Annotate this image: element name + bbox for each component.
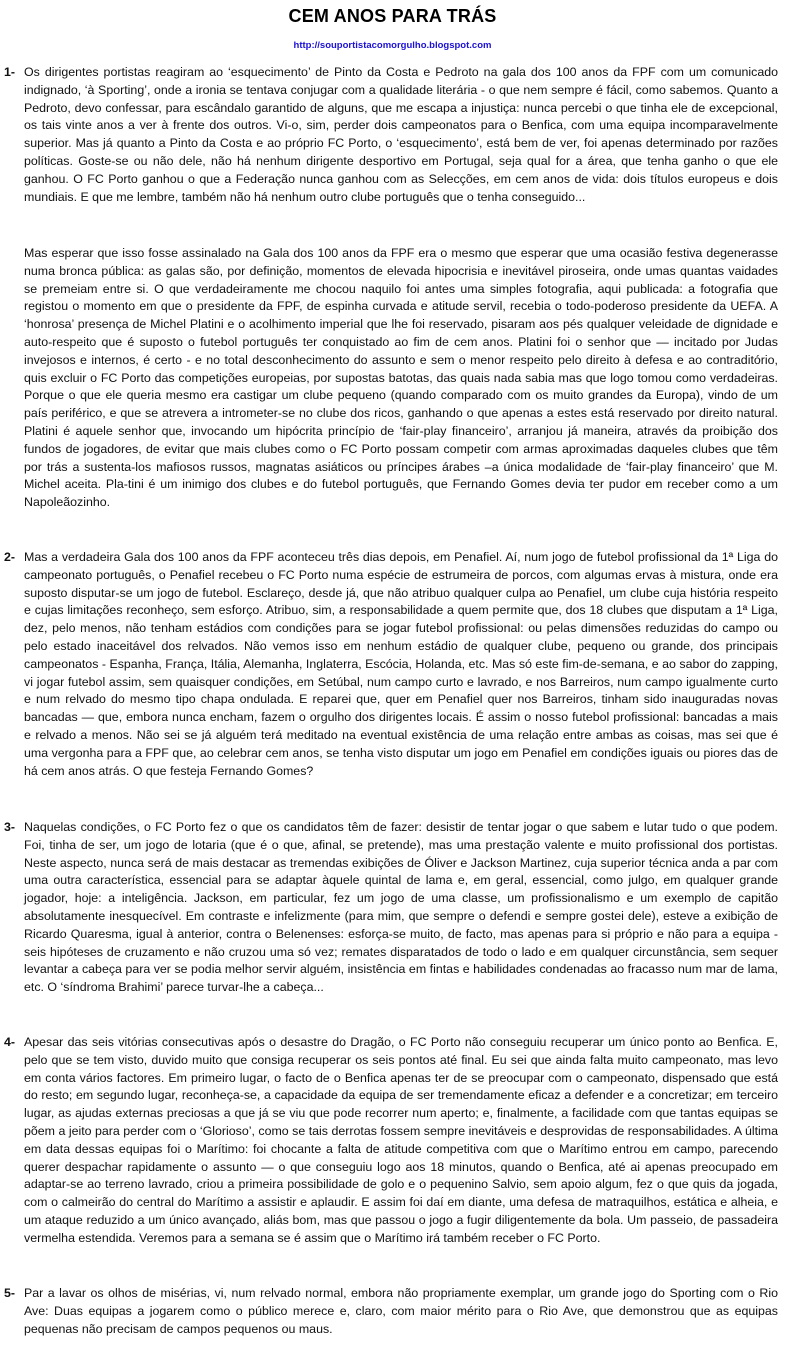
item-number: 5- [4,1286,16,1300]
item-1-paragraph-2: Mas esperar que isso fosse assinalado na Gala dos 100 anos da FPF era o mesmo que esperar que uma ocasião festiva degenerasse numa bronca pública: as galas são, por definição, momentos de elevada hipocrisia e inevitável piroseira, onde umas quantas vaidades se premeiam entre si. O que verdadeiramente me chocou naquilo foi antes uma simples fotografia, aqui publicada: a fotografia que registou o momento em que o presidente da FPF, de espinha curvada e atitude servil, recebia o todo-poderoso presidente da UEFA. A ‘honrosa’ presença de Michel Platini e o acolhimento imperial que lhe foi reservado, pisaram aos pés qualquer veleidade de dignidade e auto-respeito que é suposto o futebol português ter conquistado ao fim de cem anos. Platini foi o senhor que — incitado por Judas invejosos e internos, é certo - e no total desconhecimento do assunto e sem o menor respeito pelo direito à defesa e ao contraditório, quis excluir o FC Porto das competições europeias, por supostas batotas, das quais nada sabia mas que logo tomou como verdadeiras. Porque o que ele queria mesmo era castigar um clube pequeno (quando comparado com os muito grandes da Europa), vindo de um país periférico, e que se atrevera a intrometer-se no clube dos ricos, ganhando o que apenas a estes está reservado por direito natural. Platini é aquele senhor que, invocando um hipócrita princípio de ‘fair-play financeiro’, arranjou já maneira, através da proibição dos fundos de jogadores, de evitar que mais clubes como o FC Porto possam competir com armas aproximadas daqueles clubes que têm por trás a sustenta-los mafiosos russos, magnatas asiáticos ou príncipes árabes –a única modalidade de ‘fair-play financeiro’ que M. Michel aceita. Pla-tini é um inimigo dos clubes e do futebol português, que Fernando Gomes devia ter pudor em receber como a um Napoleãozinho. [24,246,778,510]
list-item-2 [4,549,778,805]
blog-url-link[interactable]: http://souportistacomorgulho.blogspot.com [293,40,492,51]
list-item-4 [4,1034,778,1300]
item-4-paragraph-1: Apesar das seis vitórias consecutivas após o desastre do Dragão, o FC Porto não conseguiu recuperar um único ponto ao Benfica. E, pelo que se tem visto, duvido muito que consiga recuperar os seis pontos até final. Eu sei que ainda falta muito campeonato, mas levo em conta vários factores. Em primeiro lugar, o facto de o Benfica apenas ter de se preocupar com o campeonato, dispensado que está do resto; em segundo lugar, reconheça-se, a capacidade da equipa de ser tremendamente eficaz a defender e a concretizar; em terceiro lugar, as ajudas externas preciosas a que já se viu que pode recorrer num aperto; e, finalmente, a facilidade com que tantas equipas se põem a jeito para perder com o ‘Glorioso’, como se tais derrotas fossem sempre inevitáveis e desprovidas de responsabilidades. A última em data dessas equipas foi o Marítimo: foi chocante a falta de atitude competitiva com que o Marítimo entrou em campo, parecendo querer despachar rapidamente o assunto — o que conseguiu logo aos 18 minutos, quando o Benfica, até ai apenas preocupado em adaptar-se ao terreno lavrado, criou a primeira possibilidade de golo e o pequenino Salvio, sem apoio algum, fez o que quis da jogada, com o calmeirão do central do Marítimo a assistir e aplaudir. E assim foi daí em diante, uma defesa de matraquilhos, estática e alheia, e um ataque reduzido a um único avançado, aliás bom, mas que passou o jogo a fugir diligentemente da bola. Um passeio, de passadeira vermelha estendida. Veremos para a semana se é assim que o Marítimo irá também receber o FC Porto. [24,1035,778,1245]
list-item-1 [4,64,778,534]
item-number: 1- [4,65,16,79]
list-item-5 [4,1285,778,1343]
item-number: 3- [4,820,16,834]
item-number: 4- [4,1035,16,1049]
item-1-paragraph-1: Os dirigentes portistas reagiram ao ‘esquecimento’ de Pinto da Costa e Pedroto na gala dos 100 anos da FPF com um comunicado indignado, ‘à Sporting’, onde a ironia se tentava conjugar com a qualidade literária - o que nem sempre é fácil, como sabemos. Quanto a Pedroto, devo confessar, para escândalo garantido de alguns, que me escapa a injustiça: nunca percebi o que tinha ele de excepcional, os tais vinte anos a ver à frente dos outros. Vi-o, sim, perder dois campeonatos para o Benfica, com uma equipa incomparavelmente superior. Mas já quanto a Pinto da Costa e ao próprio FC Porto, o ‘esquecimento’, está bem de ver, foi apenas determinado por razões políticas. Goste-se ou não dele, não há nenhum dirigente desportivo em Portugal, seja qual for a área, que tenha ganho o que ele ganhou. O FC Porto ganhou o que a Federação nunca ganhou com as Selecções, em cem anos de vida: dois títulos europeus e dois mundiais. E que me lembre, também não há nenhum outro clube português que o tenha conseguido... [24,65,778,204]
item-3-paragraph-1: Naquelas condições, o FC Porto fez o que os candidatos têm de fazer: desistir de tentar jogar o que sabem e lutar tudo o que podem. Foi, tinha de ser, um jogo de lotaria (que é o que, afinal, se pretende), mas uma prestação valente e muito profissional dos portistas. Neste aspecto, nunca será de mais destacar as tremendas exibições de Óliver e Jackson Martinez, cuja superior técnica anda a par com uma outra característica, essencial para se adaptar àquele quintal de lama e, em geral, essencial, como julgo, em qualquer grande jogador, hoje: a inteligência. Jackson, em particular, fez um jogo de uma classe, um profissionalismo e um exemplo de capitão absolutamente inesquecível. Em contraste e infelizmente (para mim, que sempre o defendi e sempre gostei dele), esteve a exibição de Ricardo Quaresma, igual à anterior, contra o Belenenses: esforça-se muito, de facto, mas apenas para si próprio e não para a equipa - seis hipóteses de cruzamento e não cruzou uma só vez; remates disparatados de todo o lado e em qualquer circunstância, sem sequer levantar a cabeça para ver se podia melhor servir alguém, insistência em fintas e habilidades condenadas ao fracasso num mar de lama, etc. O ‘síndroma Brahimi’ parece turvar-lhe a cabeça... [24,820,778,995]
item-5-paragraph-1: Par a lavar os olhos de misérias, vi, num relvado normal, embora não propriamente exemplar, um grande jogo do Sporting com o Rio Ave: Duas equipas a jogarem como o público merece e, claro, com maior mérito para o Rio Ave, que demonstrou que as equipas pequenas não precisam de campos pequenos ou maus. [24,1286,778,1336]
article-title: CEM ANOS PARA TRÁS [288,6,497,26]
item-number: 2- [4,550,16,564]
item-2-paragraph-1: Mas a verdadeira Gala dos 100 anos da FPF aconteceu três dias depois, em Penafiel. Aí, num jogo de futebol profissional da 1ª Liga do campeonato português, o Penafiel recebeu o FC Porto numa espécie de estrumeira de porcos, com algumas ervas à mistura, onde era suposto disputar-se um jogo de futebol. Esclareço, desde já, que não atribuo qualquer culpa ao Penafiel, um clube cuja história respeito e cujas limitações reconheço, sem esforço. Atribuo, sim, a responsabilidade a quem permite que, dos 18 clubes que disputam a 1ª Liga, dez, pelo menos, não tenham estádios com condições para se jogar futebol profissional: ou pelas dimensões reduzidas do campo ou pelo estado inaceitável dos relvados. Não vemos isso em nenhum estádio de qualquer clube, pequeno ou grande, dos principais campeonatos - Espanha, França, Itália, Alemanha, Inglaterra, Escócia, Holanda, etc. Mas só este fim-de-semana, e ao sabor do zapping, vi jogar futebol assim, sem quaisquer condições, em Setúbal, num campo curto e lavrado, e nos Barreiros, num campo igualmente curto e num relvado do mesmo tipo chapa ondulada. E reparei que, quer em Penafiel quer nos Barreiros, tinham sido inauguradas novas bancadas — que, embora nunca encham, fazem o orgulho dos dirigentes locais. É assim o nosso futebol profissional: bancadas a mais e relvado a menos. Não sei se já alguém terá meditado na eventual existência de uma relação entre ambas as coisas, mas sei que é uma vergonha para a FPF que, ao celebrar cem anos, se tenha visto disputar um jogo em Penafiel em condições iguais ou piores das de há cem anos atrás. O que festeja Fernando Gomes? [24,550,778,778]
list-item-3 [4,819,778,1019]
